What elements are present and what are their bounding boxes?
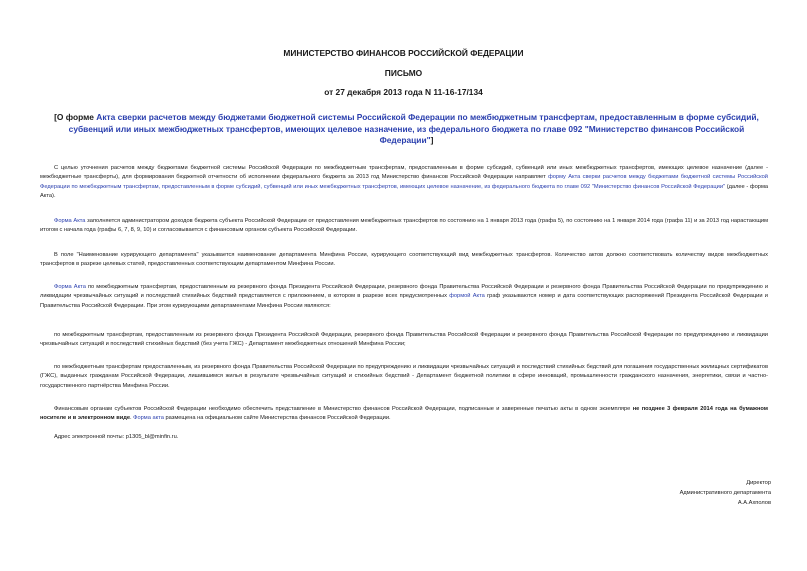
p7-deadline: не позднее 3 февраля 2014 года на бумажном носителе и в электронном виде: [40, 406, 768, 422]
ministry-title: МИНИСТЕРСТВО ФИНАНСОВ РОССИЙСКОЙ ФЕДЕРАЦИИ: [283, 48, 524, 58]
p4-form-link-1[interactable]: Форма Акта: [54, 284, 86, 290]
paragraph-housing-certificates: по межбюджетным трансфертам предоставленным, из резервного фонда Правительства Российской Федерации по предупреждению и ликвидации чрезвычайных ситуаций и последствий стихийных бедствий для погашения государственных жилищных сертификатов (ГЖС), выданных гражданам Российской Федерации, лишившимся жилья в результате чрезвычайных ситуаций и стихийных бедствий - Департамент бюджетной политики в сфере инноваций, промышленности гражданского назначения, энергетики, связи и частно-государственного партнёрства Минфина России.: [40, 364, 768, 389]
p1-form-link[interactable]: форму Акта сверки расчетов между бюджетами бюджетной системы Российской Федерации по межбюджетным трансфертам, предоставленным в форме субсидий, субвенций или иных межбюджетных трансфертов, имеющих целевое назначение, из федерального бюджета по главе 092 "Министерство финансов Российской Федерации": [40, 174, 768, 190]
signature-name: А.А.Ахполов: [737, 500, 771, 506]
p2-form-link[interactable]: Форма Акта: [54, 218, 86, 224]
p4-text-b: граф указываются номер и дата соответствующих распоряжений Президента Российской Федерации и Правительства Российской Федерации. При этом курирующими департаментами Минфина России являются:: [40, 293, 768, 309]
paragraph-interbudget-dept: по межбюджетным трансфертам, предоставленным из резервного фонда Президента Российской Федерации, резервного фонда Правительства Российской Федерации и резервного фонда Правительства Российской Федерации по предупреждению и ликвидации чрезвычайных ситуаций и последствий стихийных бедствий (без учета ГЖС) - Департамент межбюджетных отношений Минфина России;: [40, 332, 768, 348]
document-subject: [53, 112, 760, 147]
paragraph-department-field: В поле "Наименование курирующего департамента" указывается наименование департамента Минфина России, курирующего соответствующий вид межбюджетных трансфертов. Количество актов должно соответствовать количеству видов межбюджетных трансфертов в разрезе целевых статей, предоставленных соответствующим департаментом Минфина России.: [40, 252, 768, 268]
paragraph-purpose: [40, 164, 768, 201]
paragraph-filling: [40, 217, 768, 236]
p1-text-a: С целью уточнения расчетов между бюджетами бюджетной системы Российской Федерации по межбюджетным трансфертам, предоставленным в форме субсидий, субвенций или иных межбюджетных трансфертов, имеющих целевое назначение (далее - межбюджетные трансферты), для формирования бюджетной отчетности об исполнении федерального бюджета за 2013 год Министерство финансов Российской Федерации направляет: [40, 165, 768, 181]
p4-form-link-2[interactable]: формой Акта: [449, 293, 485, 300]
document-date-number: от 27 декабря 2013 года N 11-16-17/134: [324, 87, 483, 97]
subject-link[interactable]: Акта сверки расчетов между бюджетами бюджетной системы Российской Федерации по межбюджетным трансфертам, предоставленным в форме субсидий, субвенций или иных межбюджетных трансфертов, имеющих целевое назначение, из федерального бюджета по главе 092 "Министерство финансов Российской Федерации": [68, 112, 759, 145]
p1-text-b: (далее - форма Акта).: [40, 183, 769, 199]
p7-text-c: размещена на официальном сайте Министерства финансов Российской Федерации.: [163, 415, 391, 422]
p7-text-a: Финансовым органам субъектов Российской Федерации необходимо обеспечить представление в Министерство финансов Российской Федерации, подписанные и заверенные печатью акты в одном экземпляре: [54, 406, 633, 412]
p2-text: заполняется администратором доходов бюджета субъекта Российской Федерации от предоставления межбюджетных трансфертов по состоянию на 1 января 2013 года (графа 5), по состоянию на 1 января 2014 года (графа 11) и за 2013 год нарастающим итогом с начала года (графы 6, 7, 8, 9, 10) и согласовывается с финансовым органом субъекта Российской Федерации.: [40, 218, 768, 234]
subject-close: ]: [430, 135, 434, 145]
signature-block: [680, 478, 771, 508]
p7-text-b: .: [129, 415, 134, 422]
subject-open: [О форме: [54, 112, 97, 122]
paragraph-reserve-funds: [40, 283, 768, 311]
paragraph-deadline: [40, 405, 768, 424]
signature-department: Административного департамента: [679, 490, 771, 496]
p4-text-a: по межбюджетным трансфертам, предоставленным из резервного фонда Президента Российской Федерации, резервного фонда Правительства Российской Федерации и резервного фонда Правительства Российской Федерации по предупреждению и ликвидации чрезвычайных ситуаций и последствий стихийных бедствий представляется с приложением, в котором в разрезе всех предусмотренных: [40, 284, 768, 300]
p7-form-link[interactable]: Форма акта: [133, 415, 164, 422]
signature-title: Директор: [746, 480, 771, 486]
document-type: ПИСЬМО: [384, 68, 423, 78]
paragraph-email: Адрес электронной почты: p1305_bl@minfin.ru.: [54, 434, 179, 440]
